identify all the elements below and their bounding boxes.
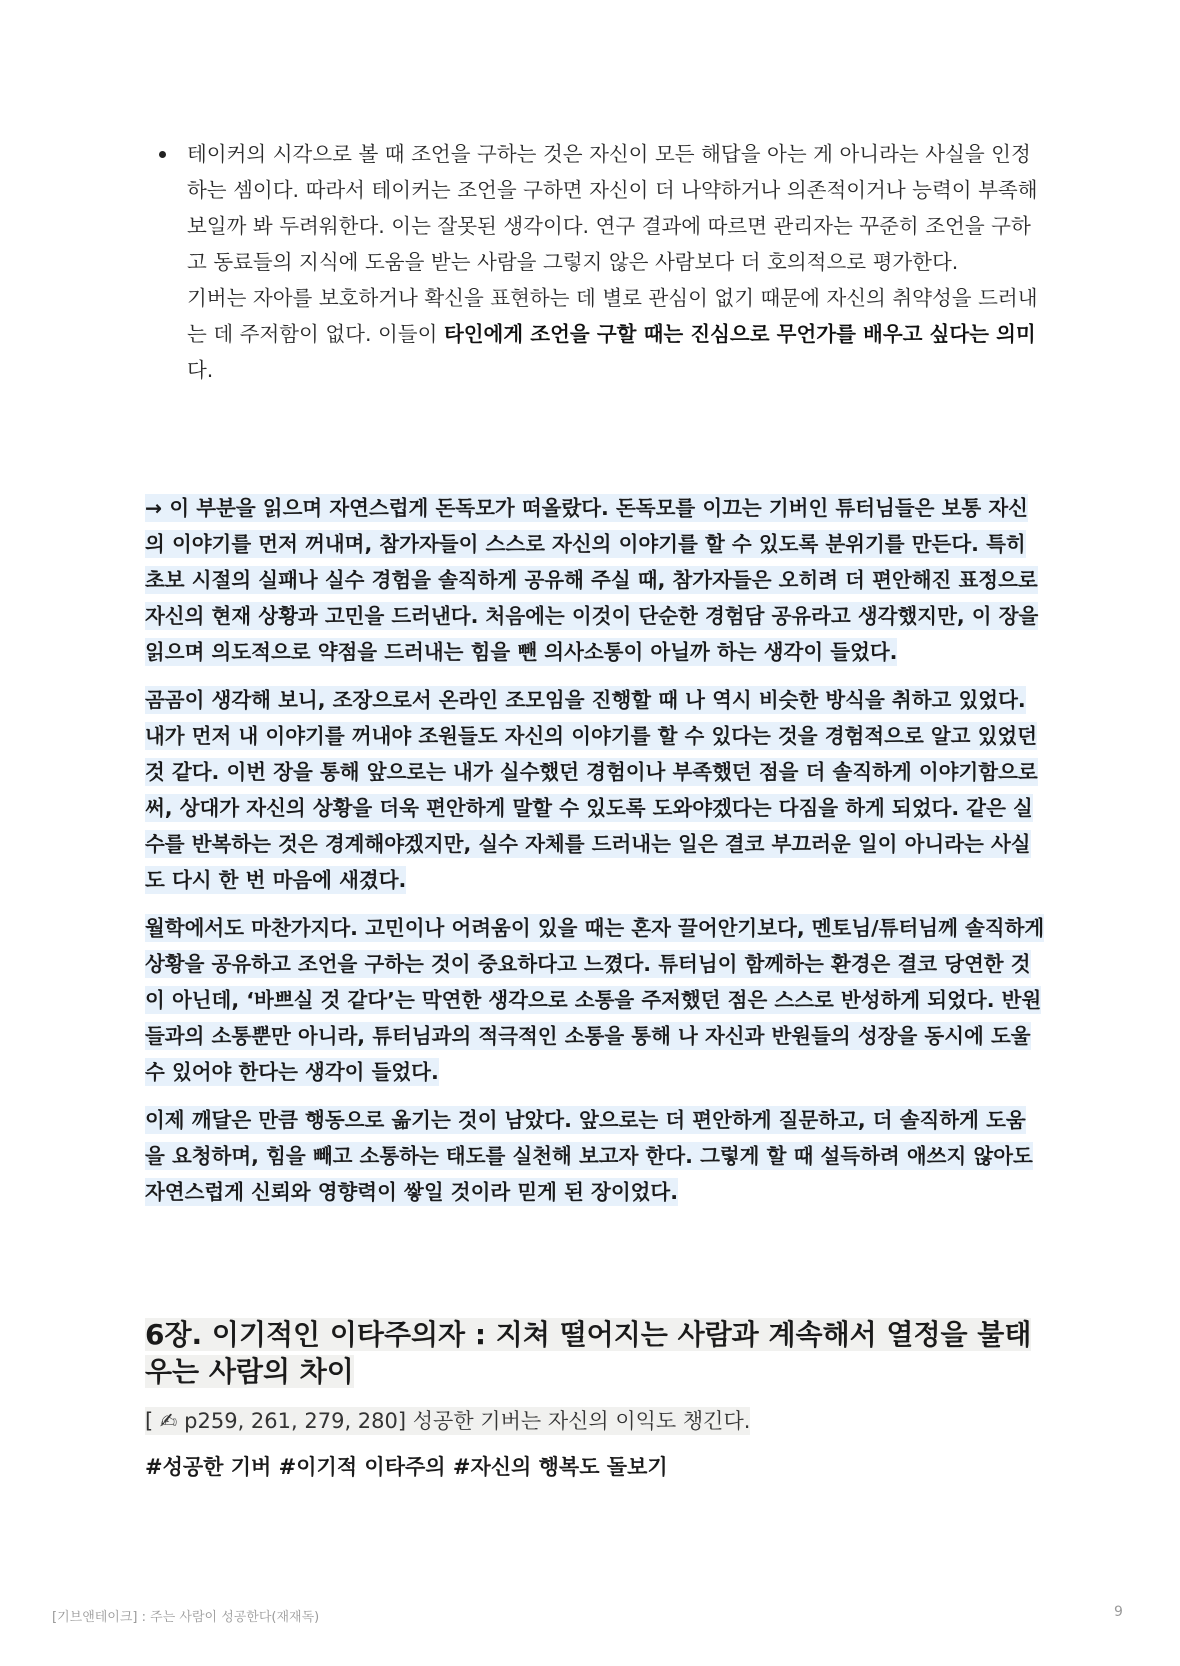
giver-text-end: 다.	[187, 358, 214, 382]
quote-line	[145, 1404, 1045, 1438]
reflection-text-1: → 이 부분을 읽으며 자연스럽게 돈독모가 떠올랐다. 돈독모를 이끄는 기버인 튜터님들은 보통 자신의 이야기를 먼저 꺼내며, 참가자들이 스스로 자신의 이야기를 할 수 있도록 분위기를 만든다. 특히 초보 시절의 실패나 실수 경험을 솔직하게 공유해 주실 때, 참가자들은 오히려 더 편안해진 표정으로 자신의 현재 상황과 고민을 드러낸다. 처음에는 이것이 단순한 경험담 공유라고 생각했지만, 이 장을 읽으며 의도적으로 약점을 드러내는 힘을 뺀 의사소통이 아닐까 하는 생각이 들었다.	[145, 496, 1039, 664]
quote-open-bracket: [	[145, 1409, 160, 1433]
quote-pages: p259, 261, 279, 280]	[177, 1409, 407, 1433]
bullet-paragraph-taker: 테이커의 시각으로 볼 때 조언을 구하는 것은 자신이 모든 해답을 아는 게 아니라는 사실을 인정하는 셈이다. 따라서 테이커는 조언을 구하면 자신이 더 나약하거나 의존적이거나 능력이 부족해 보일까 봐 두려워한다. 이는 잘못된 생각이다. 연구 결과에 따르면 관리자는 꾸준히 조언을 구하고 동료들의 지식에 도움을 받는 사람을 그렇지 않은 사람보다 더 호의적으로 평가한다.	[187, 142, 1038, 274]
writing-hand-icon: ✍	[159, 1409, 178, 1433]
reflection-paragraph-3	[145, 910, 1045, 1090]
bullet-item	[145, 136, 1045, 388]
hashtag-line: #성공한 기버 #이기적 이타주의 #자신의 행복도 돌보기	[145, 1455, 668, 1479]
chapter-section	[145, 1316, 1045, 1484]
quote-highlight	[145, 1407, 750, 1435]
reflection-section	[145, 490, 1045, 1222]
reflection-text-4: 이제 깨달은 만큼 행동으로 옮기는 것이 남았다. 앞으로는 더 편안하게 질문하고, 더 솔직하게 도움을 요청하며, 힘을 빼고 소통하는 태도를 실천해 보고자 한다. 그렇게 할 때 설득하려 애쓰지 않아도 자연스럽게 신뢰와 영향력이 쌓일 것이라 믿게 된 장이었다.	[145, 1108, 1033, 1204]
footer-book-title: [기브앤테이크] : 주는 사람이 성공한다(재재독)	[52, 1610, 320, 1625]
reflection-text-2: 곰곰이 생각해 보니, 조장으로서 온라인 조모임을 진행할 때 나 역시 비슷한 방식을 취하고 있었다. 내가 먼저 내 이야기를 꺼내야 조원들도 자신의 이야기를 할 수 있다는 것을 경험적으로 알고 있었던 것 같다. 이번 장을 통해 앞으로는 내가 실수했던 경험이나 부족했던 점을 더 솔직하게 이야기함으로써, 상대가 자신의 상황을 더욱 편안하게 말할 수 있도록 도와야겠다는 다짐을 하게 되었다. 같은 실수를 반복하는 것은 경계해야겠지만, 실수 자체를 드러내는 일은 결코 부끄러운 일이 아니라는 사실도 다시 한 번 마음에 새겼다.	[145, 688, 1038, 892]
footer-page-number: 9	[1114, 1604, 1123, 1620]
reflection-paragraph-2	[145, 682, 1045, 898]
chapter-heading-text: 6장. 이기적인 이타주의자 : 지쳐 떨어지는 사람과 계속해서 열정을 불태우는 사람의 차이	[145, 1318, 1032, 1388]
bullet-dot-icon	[159, 151, 166, 158]
giver-text-bold: 타인에게 조언을 구할 때는 진심으로 무언가를 배우고 싶다는 의미	[443, 322, 1036, 346]
reflection-text-3: 월학에서도 마찬가지다. 고민이나 어려움이 있을 때는 혼자 끌어안기보다, 멘토님/튜터님께 솔직하게 상황을 공유하고 조언을 구하는 것이 중요하다고 느꼈다. 튜터님이 함께하는 환경은 결코 당연한 것이 아닌데, ‘바쁘실 것 같다’는 막연한 생각으로 소통을 주저했던 점은 스스로 반성하게 되었다. 반원들과의 소통뿐만 아니라, 튜터님과의 적극적인 소통을 통해 나 자신과 반원들의 성장을 동시에 도울 수 있어야 한다는 생각이 들었다.	[145, 916, 1045, 1084]
giver-text-start: 기버는 자아를 보호하거나 확신을 표현하는 데 별로 관심이 없기 때문에 자신의 취약성을 드러내는 데 주저함이 없다. 이들이	[187, 286, 1038, 346]
reflection-paragraph-1	[145, 490, 1045, 670]
bullet-list	[145, 136, 1045, 388]
chapter-heading	[145, 1316, 1045, 1390]
bullet-paragraph-giver	[187, 280, 1045, 388]
reflection-paragraph-4	[145, 1102, 1045, 1210]
quote-text: 성공한 기버는 자신의 이익도 챙긴다.	[406, 1409, 751, 1433]
